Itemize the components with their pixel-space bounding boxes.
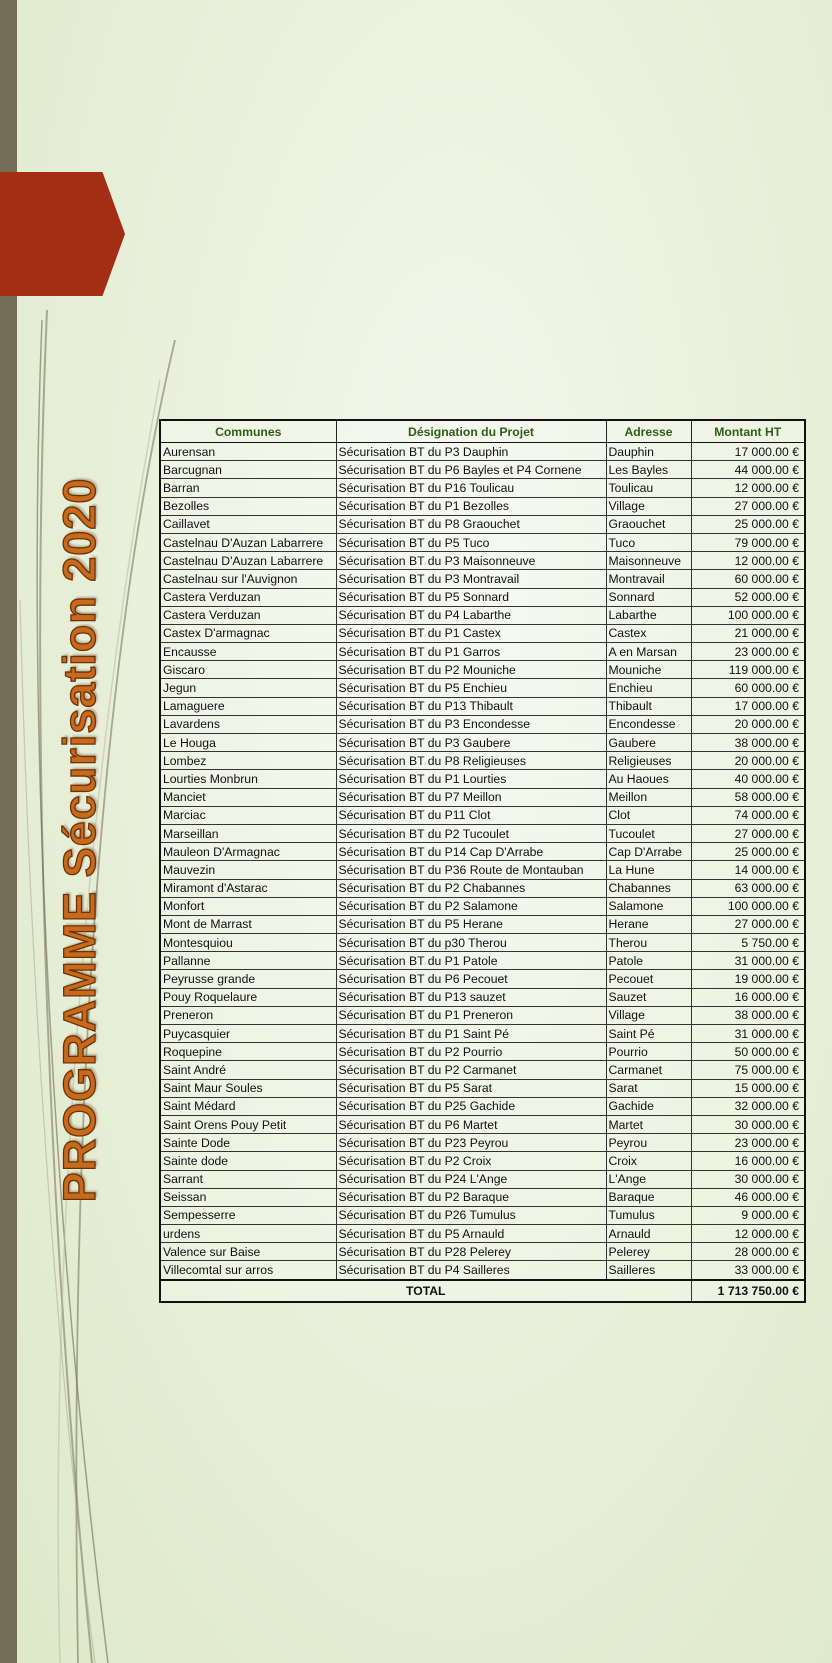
cell-commune: Montesquiou: [160, 934, 336, 952]
table-row: [160, 806, 805, 824]
cell-designation: Sécurisation BT du P5 Tuco: [336, 533, 606, 551]
cell-commune: Castera Verduzan: [160, 606, 336, 624]
cell-adresse: Clot: [606, 806, 691, 824]
cell-montant: 20 000.00 €: [691, 752, 805, 770]
cell-montant: 15 000.00 €: [691, 1079, 805, 1097]
cell-adresse: Chabannes: [606, 879, 691, 897]
table-header-row: [160, 420, 805, 443]
cell-adresse: Salamone: [606, 897, 691, 915]
cell-adresse: Graouchet: [606, 515, 691, 533]
cell-commune: Bezolles: [160, 497, 336, 515]
cell-adresse: Montravail: [606, 570, 691, 588]
page-title: PROGRAMME Sécurisation 2020: [54, 477, 105, 1203]
cell-designation: Sécurisation BT du P2 Chabannes: [336, 879, 606, 897]
cell-commune: Pouy Roquelaure: [160, 988, 336, 1006]
cell-adresse: Sailleres: [606, 1261, 691, 1280]
cell-montant: 32 000.00 €: [691, 1097, 805, 1115]
cell-adresse: Au Haoues: [606, 770, 691, 788]
cell-designation: Sécurisation BT du P16 Toulicau: [336, 479, 606, 497]
cell-adresse: Pecouet: [606, 970, 691, 988]
cell-montant: 100 000.00 €: [691, 606, 805, 624]
table-row: [160, 643, 805, 661]
cell-commune: Saint André: [160, 1061, 336, 1079]
cell-adresse: L'Ange: [606, 1170, 691, 1188]
cell-commune: Barran: [160, 479, 336, 497]
cell-montant: 30 000.00 €: [691, 1115, 805, 1133]
cell-montant: 12 000.00 €: [691, 479, 805, 497]
table-row: [160, 533, 805, 551]
cell-adresse: Pelerey: [606, 1243, 691, 1261]
cell-commune: Preneron: [160, 1006, 336, 1024]
projects-table: [159, 419, 806, 1303]
table-row: [160, 461, 805, 479]
cell-montant: 79 000.00 €: [691, 533, 805, 551]
table-row: [160, 1243, 805, 1261]
cell-montant: 23 000.00 €: [691, 1134, 805, 1152]
cell-montant: 119 000.00 €: [691, 661, 805, 679]
table-row: [160, 824, 805, 842]
cell-montant: 9 000.00 €: [691, 1206, 805, 1224]
cell-adresse: Sonnard: [606, 588, 691, 606]
cell-designation: Sécurisation BT du P6 Martet: [336, 1115, 606, 1133]
cell-designation: Sécurisation BT du P3 Dauphin: [336, 443, 606, 461]
table-row: [160, 1061, 805, 1079]
cell-montant: 46 000.00 €: [691, 1188, 805, 1206]
table-row: [160, 443, 805, 461]
cell-commune: Castelnau D'Auzan Labarrere: [160, 552, 336, 570]
cell-commune: Peyrusse grande: [160, 970, 336, 988]
cell-commune: Castelnau sur l'Auvignon: [160, 570, 336, 588]
cell-commune: Saint Médard: [160, 1097, 336, 1115]
cell-designation: Sécurisation BT du P26 Tumulus: [336, 1206, 606, 1224]
cell-designation: Sécurisation BT du P1 Garros: [336, 643, 606, 661]
cell-adresse: Labarthe: [606, 606, 691, 624]
cell-adresse: Les Bayles: [606, 461, 691, 479]
table-row: [160, 1043, 805, 1061]
cell-designation: Sécurisation BT du P2 Tucoulet: [336, 824, 606, 842]
table-row: [160, 915, 805, 933]
cell-montant: 12 000.00 €: [691, 1225, 805, 1243]
cell-adresse: Cap D'Arrabe: [606, 843, 691, 861]
cell-commune: Sainte dode: [160, 1152, 336, 1170]
cell-adresse: Saint Pé: [606, 1025, 691, 1043]
cell-montant: 30 000.00 €: [691, 1170, 805, 1188]
cell-designation: Sécurisation BT du P1 Bezolles: [336, 497, 606, 515]
cell-designation: Sécurisation BT du P6 Pecouet: [336, 970, 606, 988]
cell-montant: 27 000.00 €: [691, 915, 805, 933]
cell-montant: 63 000.00 €: [691, 879, 805, 897]
cell-commune: Miramont d'Astarac: [160, 879, 336, 897]
cell-commune: Lavardens: [160, 715, 336, 733]
cell-commune: Barcugnan: [160, 461, 336, 479]
table-row: [160, 897, 805, 915]
cell-montant: 17 000.00 €: [691, 697, 805, 715]
header-montant: Montant HT: [691, 420, 805, 443]
cell-designation: Sécurisation BT du P1 Preneron: [336, 1006, 606, 1024]
cell-montant: 28 000.00 €: [691, 1243, 805, 1261]
cell-adresse: Castex: [606, 624, 691, 642]
cell-montant: 17 000.00 €: [691, 443, 805, 461]
table-row: [160, 1115, 805, 1133]
cell-montant: 16 000.00 €: [691, 988, 805, 1006]
table-row: [160, 515, 805, 533]
cell-designation: Sécurisation BT du P6 Bayles et P4 Cornene: [336, 461, 606, 479]
cell-commune: Mauvezin: [160, 861, 336, 879]
table-row: [160, 715, 805, 733]
cell-adresse: Martet: [606, 1115, 691, 1133]
cell-commune: Manciet: [160, 788, 336, 806]
cell-adresse: A en Marsan: [606, 643, 691, 661]
cell-adresse: Sauzet: [606, 988, 691, 1006]
cell-adresse: Pourrio: [606, 1043, 691, 1061]
cell-adresse: Gachide: [606, 1097, 691, 1115]
cell-commune: Giscaro: [160, 661, 336, 679]
cell-designation: Sécurisation BT du P8 Graouchet: [336, 515, 606, 533]
cell-commune: Jegun: [160, 679, 336, 697]
cell-commune: Caillavet: [160, 515, 336, 533]
cell-montant: 100 000.00 €: [691, 897, 805, 915]
cell-commune: Saint Orens Pouy Petit: [160, 1115, 336, 1133]
cell-adresse: Patole: [606, 952, 691, 970]
cell-adresse: Toulicau: [606, 479, 691, 497]
cell-commune: Saint Maur Soules: [160, 1079, 336, 1097]
cell-commune: Le Houga: [160, 734, 336, 752]
table-row: [160, 1152, 805, 1170]
cell-montant: 23 000.00 €: [691, 643, 805, 661]
cell-commune: Sempesserre: [160, 1206, 336, 1224]
cell-designation: Sécurisation BT du P5 Sarat: [336, 1079, 606, 1097]
cell-commune: Castera Verduzan: [160, 588, 336, 606]
cell-adresse: Herane: [606, 915, 691, 933]
cell-commune: Monfort: [160, 897, 336, 915]
cell-designation: Sécurisation BT du P13 Thibault: [336, 697, 606, 715]
cell-montant: 20 000.00 €: [691, 715, 805, 733]
cell-adresse: Carmanet: [606, 1061, 691, 1079]
cell-commune: Valence sur Baise: [160, 1243, 336, 1261]
cell-commune: Lombez: [160, 752, 336, 770]
cell-montant: 14 000.00 €: [691, 861, 805, 879]
cell-montant: 50 000.00 €: [691, 1043, 805, 1061]
cell-designation: Sécurisation BT du P5 Sonnard: [336, 588, 606, 606]
cell-commune: Lourties Monbrun: [160, 770, 336, 788]
cell-commune: Mauleon D'Armagnac: [160, 843, 336, 861]
cell-designation: Sécurisation BT du P25 Gachide: [336, 1097, 606, 1115]
cell-montant: 27 000.00 €: [691, 824, 805, 842]
cell-montant: 16 000.00 €: [691, 1152, 805, 1170]
table-row: [160, 770, 805, 788]
header-communes: Communes: [160, 420, 336, 443]
cell-adresse: Tucoulet: [606, 824, 691, 842]
cell-commune: Puycasquier: [160, 1025, 336, 1043]
table-row: [160, 1134, 805, 1152]
cell-montant: 33 000.00 €: [691, 1261, 805, 1280]
table-row: [160, 606, 805, 624]
table-row: [160, 497, 805, 515]
cell-designation: Sécurisation BT du P2 Croix: [336, 1152, 606, 1170]
cell-designation: Sécurisation BT du P24 L'Ange: [336, 1170, 606, 1188]
cell-commune: Roquepine: [160, 1043, 336, 1061]
cell-adresse: La Hune: [606, 861, 691, 879]
cell-montant: 5 750.00 €: [691, 934, 805, 952]
cell-designation: Sécurisation BT du P14 Cap D'Arrabe: [336, 843, 606, 861]
cell-designation: Sécurisation BT du P3 Encondesse: [336, 715, 606, 733]
cell-montant: 60 000.00 €: [691, 679, 805, 697]
table-row: [160, 1261, 805, 1280]
cell-designation: Sécurisation BT du P2 Baraque: [336, 1188, 606, 1206]
cell-montant: 74 000.00 €: [691, 806, 805, 824]
cell-commune: Villecomtal sur arros: [160, 1261, 336, 1280]
cell-adresse: Sarat: [606, 1079, 691, 1097]
cell-designation: Sécurisation BT du P5 Enchieu: [336, 679, 606, 697]
table-row: [160, 1006, 805, 1024]
cell-designation: Sécurisation BT du P4 Labarthe: [336, 606, 606, 624]
cell-adresse: Therou: [606, 934, 691, 952]
cell-designation: Sécurisation BT du P7 Meillon: [336, 788, 606, 806]
cell-designation: Sécurisation BT du p30 Therou: [336, 934, 606, 952]
cell-adresse: Arnauld: [606, 1225, 691, 1243]
header-adresse: Adresse: [606, 420, 691, 443]
table-row: [160, 661, 805, 679]
table-row: [160, 952, 805, 970]
table-row: [160, 570, 805, 588]
cell-designation: Sécurisation BT du P2 Carmanet: [336, 1061, 606, 1079]
cell-commune: Aurensan: [160, 443, 336, 461]
cell-montant: 25 000.00 €: [691, 515, 805, 533]
cell-designation: Sécurisation BT du P3 Montravail: [336, 570, 606, 588]
cell-designation: Sécurisation BT du P36 Route de Montauban: [336, 861, 606, 879]
cell-montant: 31 000.00 €: [691, 952, 805, 970]
table-row: [160, 679, 805, 697]
cell-montant: 19 000.00 €: [691, 970, 805, 988]
cell-montant: 21 000.00 €: [691, 624, 805, 642]
table-row: [160, 934, 805, 952]
table-row: [160, 734, 805, 752]
cell-designation: Sécurisation BT du P5 Arnauld: [336, 1225, 606, 1243]
cell-commune: Castex D'armagnac: [160, 624, 336, 642]
cell-designation: Sécurisation BT du P1 Lourties: [336, 770, 606, 788]
cell-adresse: Peyrou: [606, 1134, 691, 1152]
cell-montant: 60 000.00 €: [691, 570, 805, 588]
cell-montant: 31 000.00 €: [691, 1025, 805, 1043]
cell-adresse: Encondesse: [606, 715, 691, 733]
cell-designation: Sécurisation BT du P23 Peyrou: [336, 1134, 606, 1152]
header-designation: Désignation du Projet: [336, 420, 606, 443]
table-row: [160, 1225, 805, 1243]
cell-commune: Lamaguere: [160, 697, 336, 715]
cell-commune: Pallanne: [160, 952, 336, 970]
cell-adresse: Village: [606, 1006, 691, 1024]
cell-adresse: Meillon: [606, 788, 691, 806]
table-row: [160, 552, 805, 570]
cell-designation: Sécurisation BT du P1 Castex: [336, 624, 606, 642]
table-row: [160, 988, 805, 1006]
cell-adresse: Mouniche: [606, 661, 691, 679]
cell-adresse: Baraque: [606, 1188, 691, 1206]
cell-commune: Sarrant: [160, 1170, 336, 1188]
cell-designation: Sécurisation BT du P3 Maisonneuve: [336, 552, 606, 570]
table-row: [160, 479, 805, 497]
cell-adresse: Dauphin: [606, 443, 691, 461]
table-row: [160, 588, 805, 606]
cell-designation: Sécurisation BT du P2 Mouniche: [336, 661, 606, 679]
cell-adresse: Tumulus: [606, 1206, 691, 1224]
cell-adresse: Religieuses: [606, 752, 691, 770]
cell-montant: 44 000.00 €: [691, 461, 805, 479]
cell-designation: Sécurisation BT du P4 Sailleres: [336, 1261, 606, 1280]
table-row: [160, 1097, 805, 1115]
cell-commune: Encausse: [160, 643, 336, 661]
cell-commune: Seissan: [160, 1188, 336, 1206]
cell-montant: 12 000.00 €: [691, 552, 805, 570]
table-row: [160, 879, 805, 897]
table-row: [160, 843, 805, 861]
cell-commune: Sainte Dode: [160, 1134, 336, 1152]
table-row: [160, 1079, 805, 1097]
cell-designation: Sécurisation BT du P5 Herane: [336, 915, 606, 933]
cell-adresse: Gaubere: [606, 734, 691, 752]
cell-designation: Sécurisation BT du P3 Gaubere: [336, 734, 606, 752]
cell-montant: 58 000.00 €: [691, 788, 805, 806]
cell-adresse: Enchieu: [606, 679, 691, 697]
cell-montant: 38 000.00 €: [691, 734, 805, 752]
table-row: [160, 1025, 805, 1043]
total-value: 1 713 750.00 €: [691, 1280, 805, 1302]
cell-montant: 52 000.00 €: [691, 588, 805, 606]
cell-adresse: Thibault: [606, 697, 691, 715]
cell-montant: 40 000.00 €: [691, 770, 805, 788]
table-row: [160, 697, 805, 715]
cell-designation: Sécurisation BT du P13 sauzet: [336, 988, 606, 1006]
cell-designation: Sécurisation BT du P2 Salamone: [336, 897, 606, 915]
table-row: [160, 1206, 805, 1224]
cell-designation: Sécurisation BT du P28 Pelerey: [336, 1243, 606, 1261]
cell-designation: Sécurisation BT du P8 Religieuses: [336, 752, 606, 770]
cell-adresse: Village: [606, 497, 691, 515]
table-row: [160, 970, 805, 988]
table-row: [160, 788, 805, 806]
cell-designation: Sécurisation BT du P1 Patole: [336, 952, 606, 970]
cell-montant: 38 000.00 €: [691, 1006, 805, 1024]
cell-adresse: Croix: [606, 1152, 691, 1170]
cell-montant: 27 000.00 €: [691, 497, 805, 515]
cell-commune: Mont de Marrast: [160, 915, 336, 933]
cell-designation: Sécurisation BT du P1 Saint Pé: [336, 1025, 606, 1043]
cell-commune: Castelnau D'Auzan Labarrere: [160, 533, 336, 551]
cell-montant: 25 000.00 €: [691, 843, 805, 861]
table-row: [160, 861, 805, 879]
table-row: [160, 1188, 805, 1206]
total-label: TOTAL: [160, 1280, 691, 1302]
cell-designation: Sécurisation BT du P2 Pourrio: [336, 1043, 606, 1061]
cell-adresse: Maisonneuve: [606, 552, 691, 570]
cell-montant: 75 000.00 €: [691, 1061, 805, 1079]
cell-designation: Sécurisation BT du P11 Clot: [336, 806, 606, 824]
total-row: [160, 1280, 805, 1302]
cell-commune: Marciac: [160, 806, 336, 824]
table-row: [160, 624, 805, 642]
table-row: [160, 752, 805, 770]
cell-commune: urdens: [160, 1225, 336, 1243]
cell-adresse: Tuco: [606, 533, 691, 551]
cell-commune: Marseillan: [160, 824, 336, 842]
table-row: [160, 1170, 805, 1188]
